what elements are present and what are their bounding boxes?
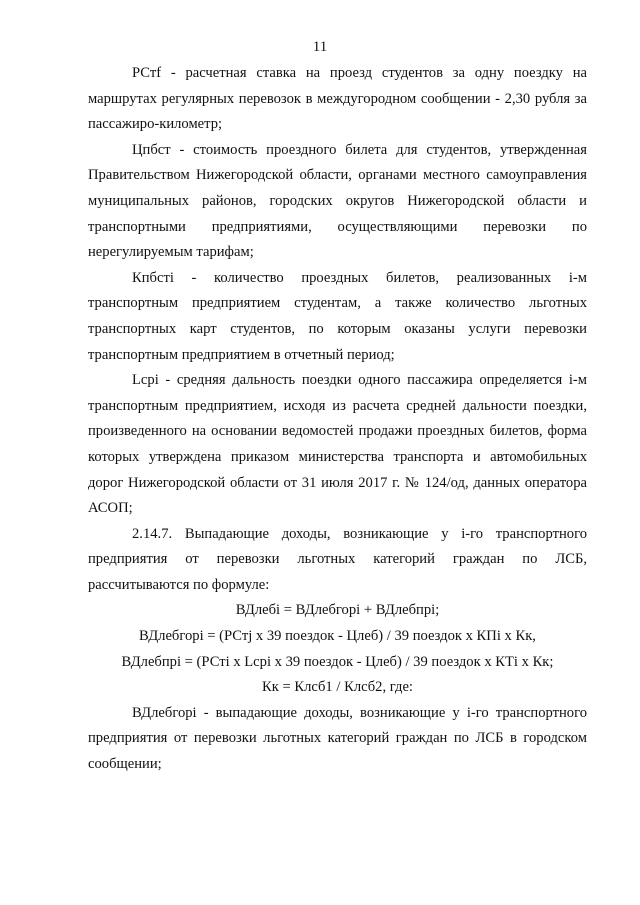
formula-vdleb-suburban: ВДлебпрi = (РСтi x Lcpi x 39 поездок - Цлеб) / 39 поездок x КТi x Кк;	[121, 653, 554, 670]
formula-kk-coefficient: Кк = Клсб1 / Клсб2, где:	[261, 679, 413, 696]
formula-vdleb-city: ВДлебгорi = (РСтj x 39 поездок - Цлеб) / 39 поездок x КПi x Кк,	[139, 628, 536, 645]
paragraph-tspbst-definition: Цпбст - стоимость проездного билета для студентов, утвержденная Правительством Нижегородской области, органами местного самоуправления муниципальных районов, городских округов Нижегородской области и транспортными предприятиями, осуществляющими перевозки по нерегулируемым тарифам;	[88, 141, 587, 261]
paragraph-rst-definition: РСтf - расчетная ставка на проезд студентов за одну поездку на маршрутах регулярных перевозок в междугородном сообщении - 2,30 рубля за пассажиро-километр;	[88, 65, 587, 133]
document-body	[88, 61, 587, 778]
page-number: 11	[312, 39, 328, 55]
formula-vdleb-total: ВДлебi = ВДлебгорi + ВДлебпрi;	[235, 602, 440, 619]
paragraph-lcp-definition: Lcpi - средняя дальность поездки одного пассажира определяется i-м транспортным предприятием, исходя из расчета средней дальности поездки, произведенного на основании ведомостей продажи проездных билетов, форма которых утверждена приказом министерства транспорта и автомобильных дорог Нижегородской области от 31 июля 2017 г. № 124/од, данных оператора АСОП;	[88, 372, 587, 517]
paragraph-kpbst-definition: Кпбстi - количество проездных билетов, реализованных i-м транспортным предприятием студентам, а также количество льготных транспортных карт студентов, по которым оказаны услуги перевозки транспортным предприятием в отчетный период;	[88, 269, 587, 363]
paragraph-vdlebgor-definition: ВДлебгорi - выпадающие доходы, возникающие у i-го транспортного предприятия от перевозки льготных категорий граждан по ЛСБ в городском сообщении;	[88, 704, 587, 773]
paragraph-section-2-14-7: 2.14.7. Выпадающие доходы, возникающие у i-го транспортного предприятия от перевозки льготных категорий граждан по ЛСБ, рассчитываются по формуле:	[88, 525, 587, 593]
